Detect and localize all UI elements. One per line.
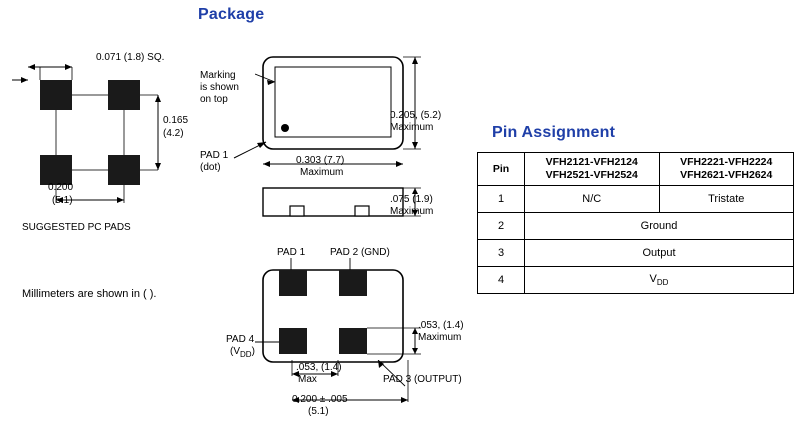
package-top-view [255,52,430,157]
bottom-view-pad-dim: .053, (1.4) [418,320,464,331]
pin-function-shared-vdd: $V_{DD}$ [525,267,794,294]
marking-note-line2: is shown [200,82,239,93]
header-part-group-1 [525,153,660,186]
pin-function-shared: Ground [525,213,794,240]
pin-number: 2 [478,213,525,240]
table-row [478,213,794,240]
pad-height-dimension-label: 0.165 [163,115,189,126]
header-part-group-1-line2: VFH2521-VFH2524 [545,169,638,182]
table-row [478,267,794,294]
top-view-height-dim: 0.205, (5.2) [390,110,442,121]
side-view-thickness-dim-max: Maximum [390,206,434,217]
side-view-thickness-dim: .075 (1.9) [390,194,433,205]
pin-function-shared: Output [525,240,794,267]
pad-width-dimension-label: 0.071 (1.8) SQ. [96,52,165,63]
marking-note-line1: Marking [200,70,236,81]
table-row [478,186,794,213]
pad-height-dimension-label-mm: (4.2) [163,128,184,139]
bottom-view-pad-width-dim: .053, (1.4) [296,362,342,373]
page-title-pin-assignment: Pin Assignment [492,124,616,141]
bottom-view-overall-dim: 0.200 ± .005 [292,394,348,405]
marking-note-line3: on top [200,94,228,105]
bottom-view-pad-width-dim-max: Max [298,374,317,385]
pad-pitch-dimension-label-mm: (5.1) [52,195,73,206]
header-part-group-2-line1: VFH2221-VFH2224 [680,156,773,168]
pad1-sub-label-top: (dot) [200,162,221,173]
pad1-label-bottom: PAD 1 [277,247,306,258]
pin-number: 3 [478,240,525,267]
header-pin: Pin [478,153,525,186]
pin-number: 1 [478,186,525,213]
millimeters-note: Millimeters are shown in ( ). [22,288,157,300]
top-view-width-dim: 0.303 (7.7) [296,155,345,166]
pad3-label: PAD 3 (OUTPUT) [383,374,462,385]
bottom-view-pad-dim-max: Maximum [418,332,462,343]
table-header-row [478,153,794,186]
pin-number: 4 [478,267,525,294]
bottom-view-overall-dim-mm: (5.1) [308,406,329,417]
top-view-width-dim-max: Maximum [300,167,344,178]
pad4-label: PAD 4 [226,334,255,345]
pad-pitch-dimension-label: 0.200 [48,182,74,193]
pin-function-group2: Tristate [659,186,794,213]
table-row [478,240,794,267]
header-part-group-2 [659,153,794,186]
pin-function-group1: N/C [525,186,660,213]
pin-assignment-table [477,152,794,294]
top-view-height-dim-max: Maximum [390,122,434,133]
pad4-sub-label: $(V_{DD})$ [230,346,255,359]
package-bottom-view [255,258,455,368]
header-part-group-2-line2: VFH2621-VFH2624 [680,169,773,182]
pad2-label-bottom: PAD 2 (GND) [330,247,390,258]
suggested-pc-pads-caption: SUGGESTED PC PADS [22,222,131,233]
page-title-package: Package [198,6,265,23]
pad1-label-top: PAD 1 [200,150,229,161]
header-part-group-1-line1: VFH2121-VFH2124 [545,156,638,168]
